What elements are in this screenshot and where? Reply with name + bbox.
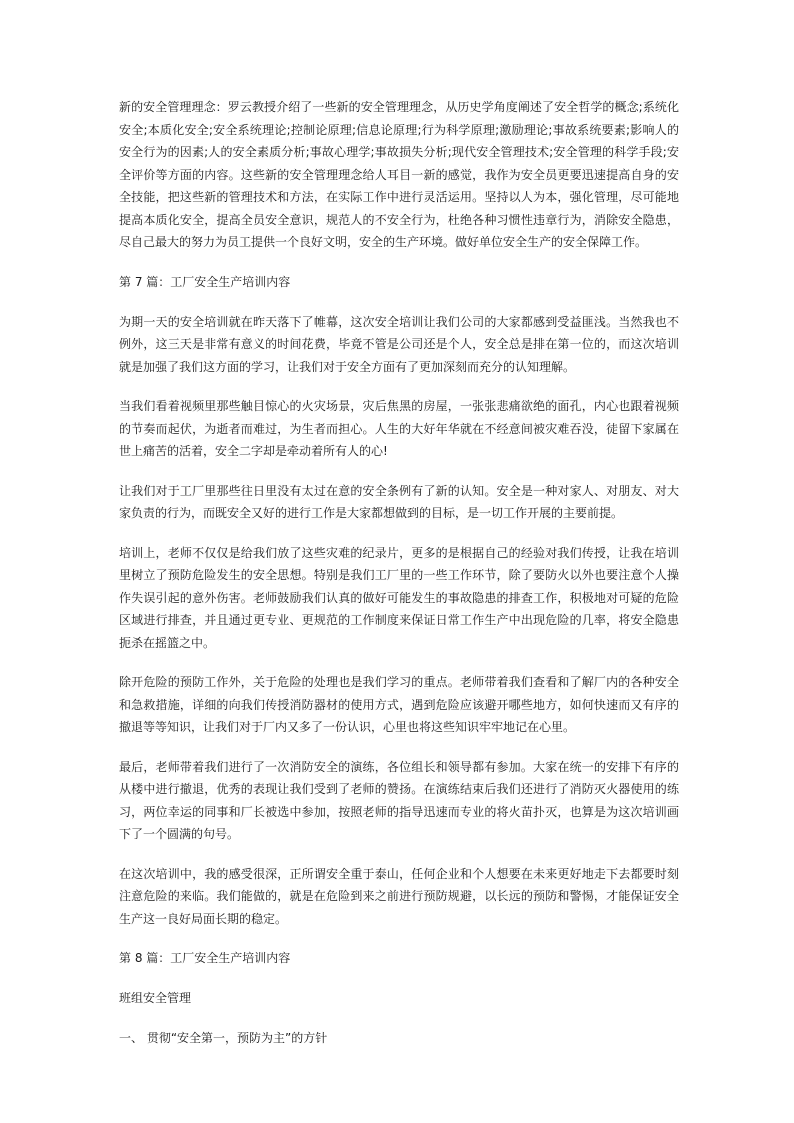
paragraph-danger-handling: 除开危险的预防工作外，关于危险的处理也是我们学习的重点。老师带着我们查看和了解厂内的各种安全和急救措施，详细的向我们传授消防器材的使用方式，遇到危险应该避开哪些地方，如何快速而又有序的撤退等等知识，让我们对于厂内又多了一份认识，心里也将这些知识牢牢地记在心里。: [119, 675, 679, 734]
paragraph-fire-drill: 最后，老师带着我们进行了一次消防安全的演练，各位组长和领导都有参加。大家在统一的安排下有序的从楼中进行撤退，优秀的表现让我们受到了老师的赞扬。在演练结束后我们还进行了消防灭火器使用的练习，两位幸运的同事和厂长被选中参加，按照老师的指导迅速而专业的将火苗扑灭，也算是为这次培训画下了一个圆满的句号。: [119, 759, 679, 841]
paragraph-teacher-guidance: 培训上，老师不仅仅是给我们放了这些灾难的纪录片，更多的是根据自己的经验对我们传授，让我在培训里树立了预防危险发生的安全思想。特别是我们工厂里的一些工作环节，除了要防火以外也要注意个人操作失误引起的意外伤害。老师鼓励我们认真的做好可能发生的事故隐患的排查工作，积极地对可疑的危险区域进行排查，并且通过更专业、更规范的工作制度来保证日常工作生产中出现危险的几率，将安全隐患扼杀在摇篮之中。: [119, 545, 679, 650]
subsection-heading-policy: 一、 贯彻“安全第一，预防为主”的方针: [119, 1031, 328, 1045]
paragraph-conclusion: 在这次培训中，我的感受很深，正所谓安全重于泰山，任何企业和个人想要在未来更好地走下去都要时刻注意危险的来临。我们能做的，就是在危险到来之前进行预防规避，以长远的预防和警惕，才能保证安全生产这一良好局面长期的稳定。: [119, 866, 679, 926]
paragraph-training-summary: 为期一天的安全培训就在昨天落下了帷幕，这次安全培训让我们公司的大家都感到受益匪浅。当然我也不例外，这三天是非常有意义的时间花费，毕竟不管是公司还是个人，安全总是排在第一位的，而这次培训就是加强了我们这方面的学习，让我们对于安全方面有了更加深刻而充分的认知理解。: [119, 314, 679, 374]
document-page: [119, 96, 679, 1067]
paragraph-safety-concepts: 新的安全管理理念：罗云教授介绍了一些新的安全管理理念，从历史学角度阐述了安全哲学的概念;系统化安全;本质化安全;安全系统理论;控制论原理;信息论原理;行为科学原理;激励理论;事故系统要素;影响人的安全行为的因素;人的安全素质分析;事故心理学;事故损失分析;现代安全管理技术;安全管理的科学手段;安全评价等方面的内容。这些新的安全管理理念给人耳目一新的感觉，我作为安全员更要迅速提高自身的安全技能，把这些新的管理技术和方法，在实际工作中进行灵活运用。坚持以人为本，强化管理，尽可能地提高本质化安全，提高全员安全意识，规范人的不安全行为，杜绝各种习惯性违章行为，消除安全隐患，尽自己最大的努力为员工提供一个良好文明，安全的生产环境。做好单位安全生产的安全保障工作。: [119, 100, 679, 249]
section-heading-8: 第 8 篇：工厂安全生产培训内容: [119, 951, 291, 965]
paragraph-safety-rules: 让我们对于工厂里那些往日里没有太过在意的安全条例有了新的认知。安全是一种对家人、对朋友、对大家负责的行为，而既安全又好的进行工作是大家都想做到的目标，是一切工作开展的主要前提。: [119, 483, 679, 520]
subsection-heading-team-safety: 班组安全管理: [119, 991, 192, 1005]
paragraph-fire-video: 当我们看着视频里那些触目惊心的火灾场景，灾后焦黑的房屋，一张张悲痛欲绝的面孔，内心也跟着视频的节奏而起伏，为逝者而难过，为生者而担心。人生的大好年华就在不经意间被灾难吞没，徒留下家属在世上痛苦的活着，安全二字却是牵动着所有人的心!: [119, 399, 679, 458]
section-heading-7: 第 7 篇：工厂安全生产培训内容: [119, 274, 291, 289]
